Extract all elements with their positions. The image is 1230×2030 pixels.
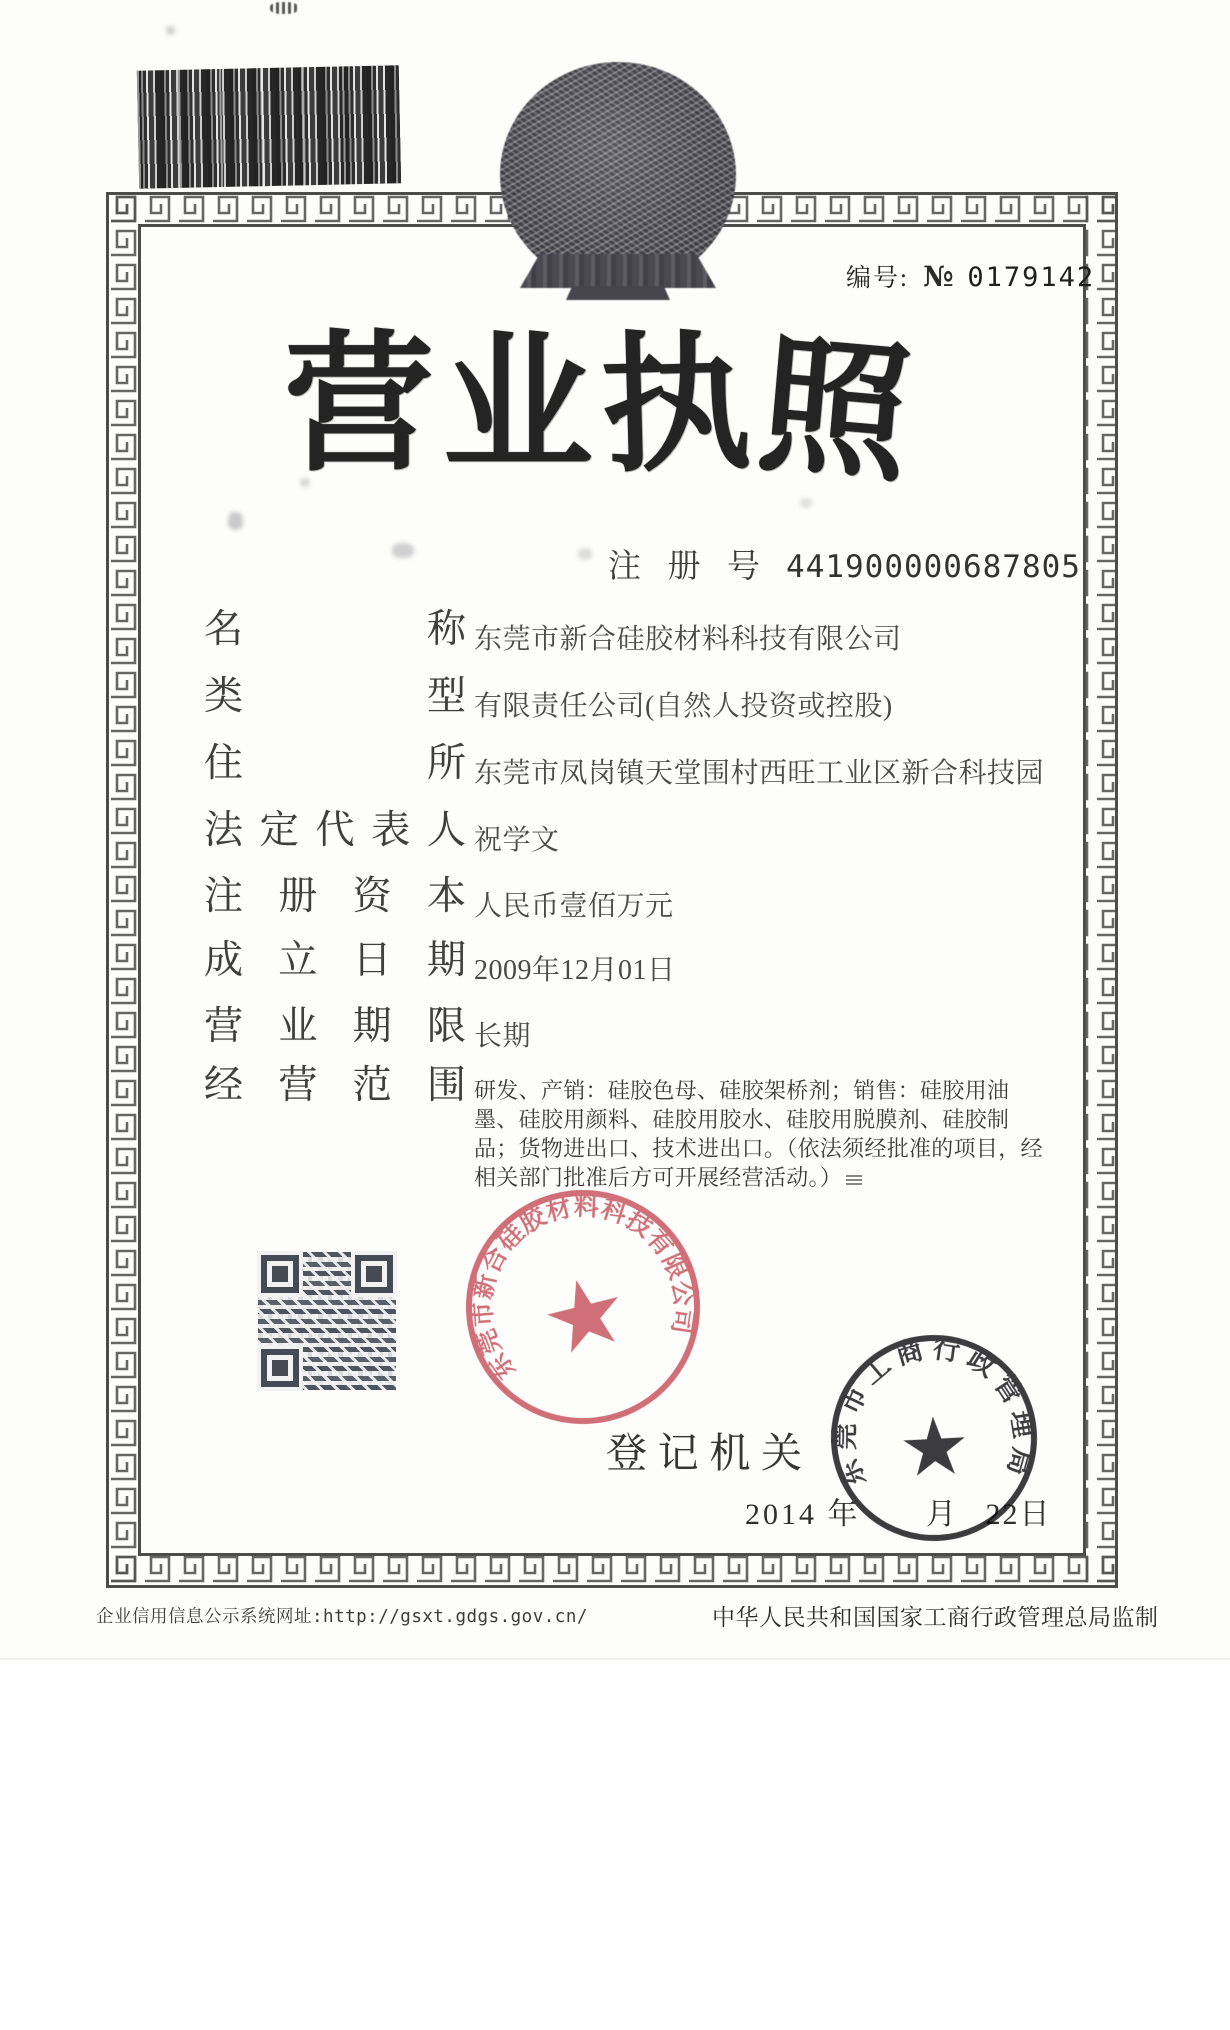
field-value: 东莞市新合硅胶材料科技有限公司 (474, 624, 902, 655)
star-icon: ★ (530, 1253, 640, 1378)
issue-date-year: 2014 年 (745, 1498, 861, 1531)
field-label: 类 型 (204, 675, 466, 718)
field-value (474, 1066, 1052, 1192)
field-label: 名 称 (204, 608, 466, 651)
field-row-address (204, 744, 1044, 791)
license-title: 营 业 执 照 (284, 318, 917, 501)
field-label: 营 业 期 限 (204, 1005, 466, 1048)
scan-smudge (800, 498, 812, 508)
registration-number-value: 441900000687805 (786, 549, 1081, 585)
scan-smudge (228, 512, 243, 530)
serial-number-line (846, 258, 1095, 294)
field-label: 经 营 范 围 (204, 1064, 466, 1107)
registry-seal-stamp (820, 1324, 1047, 1551)
field-row-type (204, 677, 893, 724)
field-value: 东莞市凤岗镇天堂围村西旺工业区新合科技园 (474, 758, 1045, 789)
qr-finder-icon (261, 1255, 299, 1293)
field-row-establish-date (204, 941, 676, 988)
serial-label: 编号: (846, 265, 909, 292)
field-row-business-term (204, 1007, 531, 1054)
field-value: 祝学文 (474, 825, 560, 856)
registry-seal-text: 东莞市工商行政管理局 (829, 1333, 1039, 1492)
barcode-icon (137, 65, 401, 188)
qr-finder-icon (355, 1255, 393, 1293)
field-label: 注 册 资 本 (204, 875, 466, 918)
scan-smudge (270, 2, 298, 14)
scan-smudge (166, 26, 175, 35)
registration-number-label: 注 册 号 (608, 549, 760, 585)
issue-date-month: 月 (926, 1498, 956, 1531)
field-value: 2009年12月01日 (474, 955, 676, 986)
emblem-foot (566, 286, 670, 300)
scan-edge (0, 1658, 1230, 1660)
scan-smudge (392, 543, 414, 558)
star-icon: ★ (896, 1402, 973, 1495)
field-value: 长期 (474, 1021, 532, 1052)
field-row-legal-representative (204, 811, 560, 858)
field-row-name (204, 610, 902, 657)
emblem-skirt (520, 254, 716, 288)
qr-finder-icon (261, 1349, 299, 1387)
registration-number-row (608, 540, 1081, 587)
field-row-registered-capital (204, 877, 674, 924)
scan-smudge (846, 1175, 862, 1185)
issue-date-day: 22日 (985, 1498, 1052, 1531)
serial-number: 0179142 (967, 262, 1096, 293)
business-scope-text: 研发、产销：硅胶色母、硅胶架桥剂；销售：硅胶用油墨、硅胶用颜料、硅胶用胶水、硅胶用脱膜剂、硅胶制品；货物进出口、技术进出口。（依法须经批准的项目，经相关部门批准后方可开展经营活动。） (474, 1078, 1043, 1190)
national-emblem-icon (478, 58, 758, 306)
field-value: 有限责任公司(自然人投资或控股) (474, 691, 893, 722)
field-label: 法 定 代 表 人 (204, 809, 466, 852)
registrar-label: 登 记 机 关 (606, 1430, 802, 1476)
company-seal-text: 东莞市新合硅胶材料科技有限公司 (469, 1193, 697, 1384)
field-label: 成 立 日 期 (204, 939, 466, 982)
field-value: 人民币壹佰万元 (474, 891, 674, 922)
scan-smudge (578, 548, 592, 560)
field-label: 住 所 (204, 742, 466, 785)
public-system-url: 企业信用信息公示系统网址:http://gsxt.gdgs.gov.cn/ (96, 1607, 588, 1627)
issuer-note: 中华人民共和国国家工商行政管理总局监制 (712, 1605, 1159, 1630)
numero-symbol: № (922, 260, 954, 293)
qr-code-icon (258, 1252, 396, 1390)
